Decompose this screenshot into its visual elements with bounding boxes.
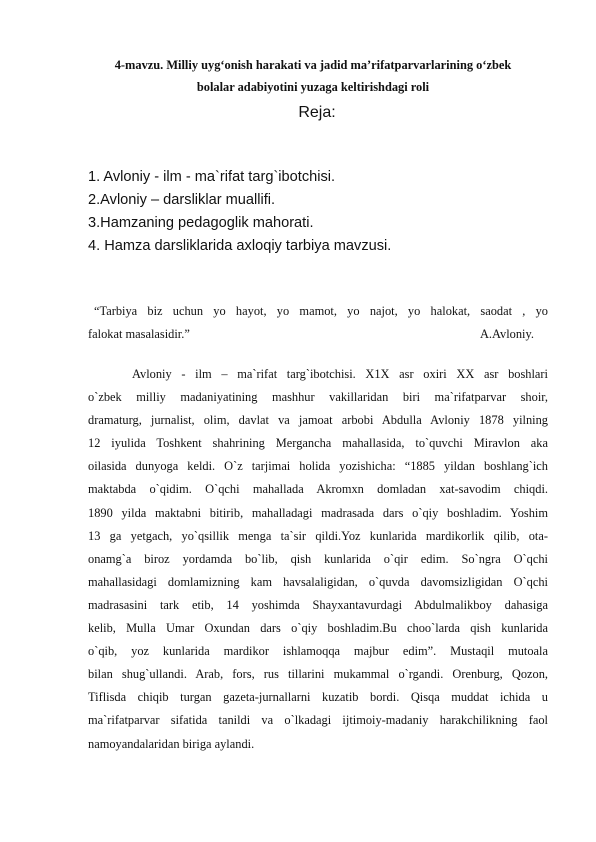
body-line: 13 ga yetgach, yo`qsillik menga ta`sir qildi.Yoz kunlarida mardikorlik qilib, ota- [88,528,548,543]
plan-item: 2.Avloniy – darsliklar muallifi. [88,192,276,208]
body-line: 1890 yilda maktabni bitirib, mahalladagi madrasada dars o`qiy boshladim. Yoshim [88,505,548,520]
body-line: bilan shug`ullandi. Arab, fors, rus tillarini mukammal o`rgandi. Orenburg, Qozon, [88,667,548,682]
body-line: onamg`a biroz yordamda bo`lib, qish kunlarida o`qir edim. So`ngra O`qchi [88,551,548,566]
body-line: Tiflisda chiqib turgan gazeta-jurnallarni kuzatib bordi. Qisqa muddat ichida u [88,690,548,705]
epigraph-line-2: falokat masalasidir.” [88,327,190,341]
body-line: kelib, Mulla Umar Oxundan dars o`qiy boshladim.Bu choo`larda qish kunlarida [88,621,548,636]
body-line: ma`rifatparvar sifatida tanildi va o`lkadagi ijtimoiy-madaniy harakchilikning faol [88,713,548,728]
body-line: oilasida dunyoga keldi. O`z tarjimai holida yozishicha: “1885 yildan boshlang`ich [88,459,548,474]
body-line: namoyandalaridan biriga aylandi. [88,736,255,751]
topic-title-line-1: 4-mavzu. Milliy uyg‘onish harakati va jadid ma’rifatparvarlarining o‘zbek [114,58,512,72]
plan-list [88,166,391,258]
body-paragraph [88,363,548,756]
body-line: maktabda o`qidim. O`qchi mahallada Akromxn domladan xat-savodim chiqdi. [88,482,548,497]
plan-heading: Reja: [298,104,336,121]
body-line: o`zbek milliy madaniyatining mashhur vakillaridan biri ma`rifatparvar shoir, [88,390,548,405]
body-line: madrasasini tark etib, 14 yoshimda Shayxantavurdagi Abdulmalikboy dahasiga [88,597,548,612]
plan-item: 3.Hamzaning pedagoglik mahorati. [88,215,314,231]
epigraph [88,300,548,346]
plan-item: 4. Hamza darsliklarida axloqiy tarbiya mavzusi. [88,238,392,254]
epigraph-line-1: “Tarbiya biz uchun yo hayot, yo mamot, yo najot, yo halokat, saodat , yo [94,304,548,318]
topic-title-line-2: bolalar adabiyotini yuzaga keltirishdagi roli [196,80,430,94]
topic-title [80,54,546,98]
body-line: dramaturg, jurnalist, olim, davlat va jamoat arbobi Abdulla Avloniy 1878 yilning [88,413,548,428]
epigraph-author: A.Avloniy. [479,327,534,341]
body-line: mahallasidagi domlamizning kam havsalaligidan, o`quvda davomsizligidan O`qchi [88,574,548,589]
body-line: 12 iyulida Toshkent shahrining Mergancha mahallasida, to`quvchi Miravlon aka [88,436,548,451]
body-line: Avloniy - ilm – ma`rifat targ`ibotchisi. X1X asr oxiri XX asr boshlari [132,367,548,381]
body-line: o`qib, yoz kunlarida mardikor ishlamoqqa majbur edim”. Mustaqil mutoala [88,644,548,659]
plan-item: 1. Avloniy - ilm - ma`rifat targ`ibotchisi. [88,169,336,185]
